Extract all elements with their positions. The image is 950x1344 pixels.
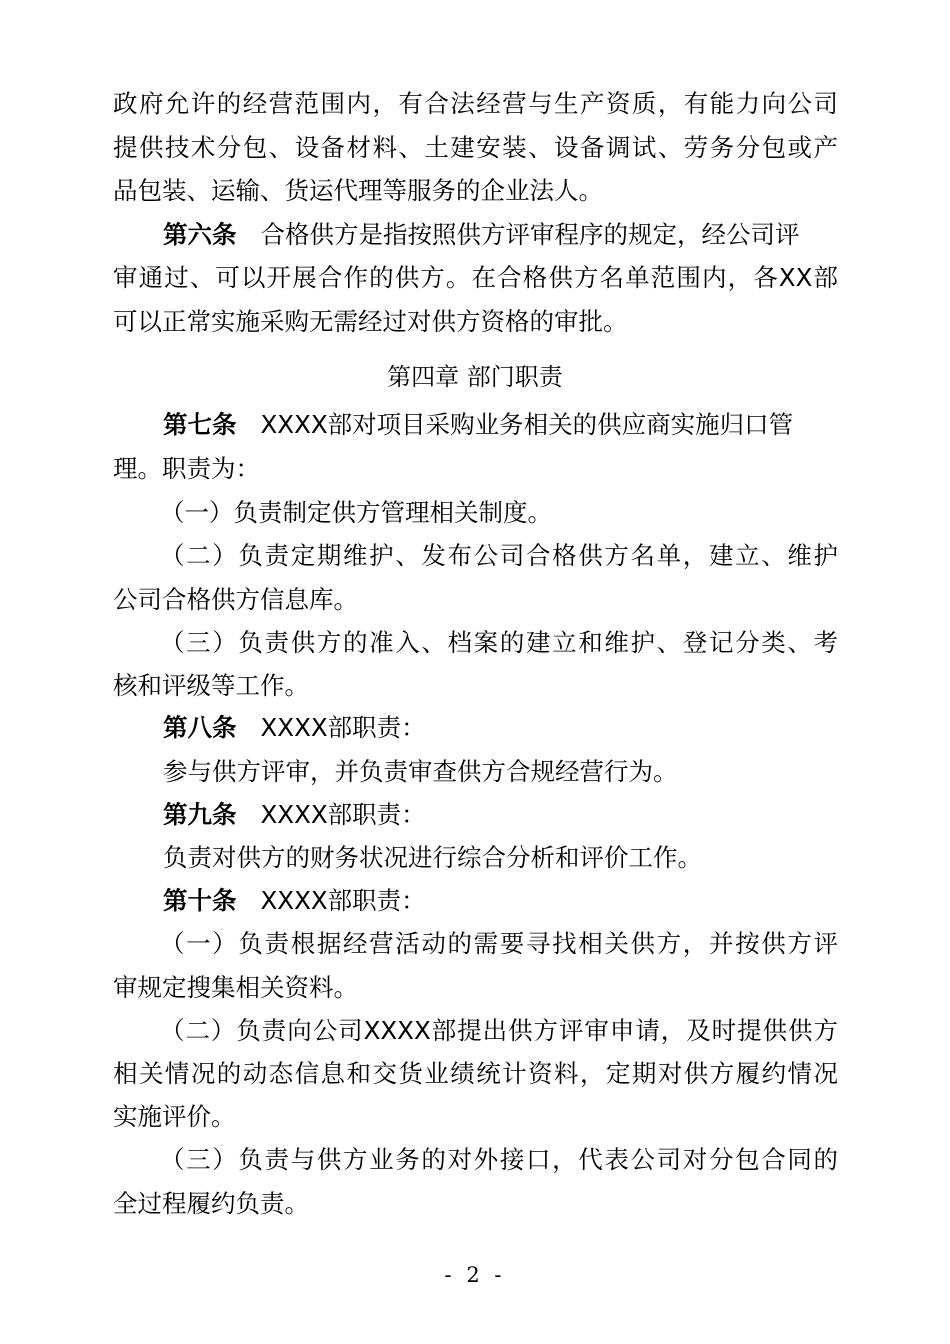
article-7-label: 第七条 bbox=[163, 410, 237, 439]
article-8-line bbox=[163, 712, 838, 744]
article-9-label: 第九条 bbox=[163, 800, 237, 829]
body-line: 理。职责为： bbox=[113, 454, 260, 483]
list-item: （二）负责定期维护、发布公司合格供方名单，建立、维护 bbox=[160, 541, 838, 570]
article-8-text: XXXX部职责： bbox=[260, 713, 426, 742]
body-line: 政府允许的经营范围内，有合法经营与生产资质，有能力向公司 bbox=[113, 89, 838, 118]
body-line: 参与供方评审，并负责审查供方合规经营行为。 bbox=[163, 757, 678, 786]
article-10-text: XXXX部职责： bbox=[260, 886, 426, 915]
body-line: 可以正常实施采购无需经过对供方资格的审批。 bbox=[113, 307, 628, 336]
article-9-text: XXXX部职责： bbox=[260, 800, 426, 829]
body-line: 负责对供方的财务状况进行综合分析和评价工作。 bbox=[163, 843, 702, 872]
article-6-first-line bbox=[163, 219, 838, 251]
list-item: （二）负责向公司XXXX部提出供方评审申请，及时提供供方 bbox=[160, 1016, 838, 1045]
list-item: （三）负责与供方业务的对外接口，代表公司对分包合同的 bbox=[160, 1145, 838, 1174]
body-line: 审规定搜集相关资料。 bbox=[113, 973, 358, 1002]
list-item: （一）负责根据经营活动的需要寻找相关供方，并按供方评 bbox=[160, 929, 838, 958]
body-line: 公司合格供方信息库。 bbox=[113, 585, 358, 614]
list-item: （三）负责供方的准入、档案的建立和维护、登记分类、考 bbox=[160, 628, 838, 657]
list-item: （一）负责制定供方管理相关制度。 bbox=[160, 498, 552, 527]
body-line: 品包装、运输、货运代理等服务的企业法人。 bbox=[113, 176, 603, 205]
body-line: 提供技术分包、设备材料、土建安装、设备调试、劳务分包或产 bbox=[113, 133, 838, 162]
article-10-line bbox=[163, 885, 838, 917]
article-8-label: 第八条 bbox=[163, 713, 237, 742]
body-line: 相关情况的动态信息和交货业绩统计资料，定期对供方履约情况 bbox=[113, 1059, 838, 1088]
article-6-label: 第六条 bbox=[163, 220, 237, 249]
article-10-label: 第十条 bbox=[163, 886, 237, 915]
chapter-heading: 第四章 部门职责 bbox=[387, 363, 563, 391]
article-7-first-line bbox=[163, 409, 838, 441]
body-line: 审通过、可以开展合作的供方。在合格供方名单范围内，各XX部 bbox=[113, 263, 838, 292]
article-7-text: XXXX部对项目采购业务相关的供应商实施归口管 bbox=[260, 410, 794, 439]
article-6-text: 合格供方是指按照供方评审程序的规定，经公司评 bbox=[260, 220, 800, 249]
body-line: 全过程履约负责。 bbox=[113, 1189, 309, 1218]
article-9-line bbox=[163, 799, 838, 831]
page-number: - 2 - bbox=[444, 1263, 506, 1287]
body-line: 核和评级等工作。 bbox=[113, 671, 309, 700]
body-line: 实施评价。 bbox=[113, 1102, 236, 1131]
